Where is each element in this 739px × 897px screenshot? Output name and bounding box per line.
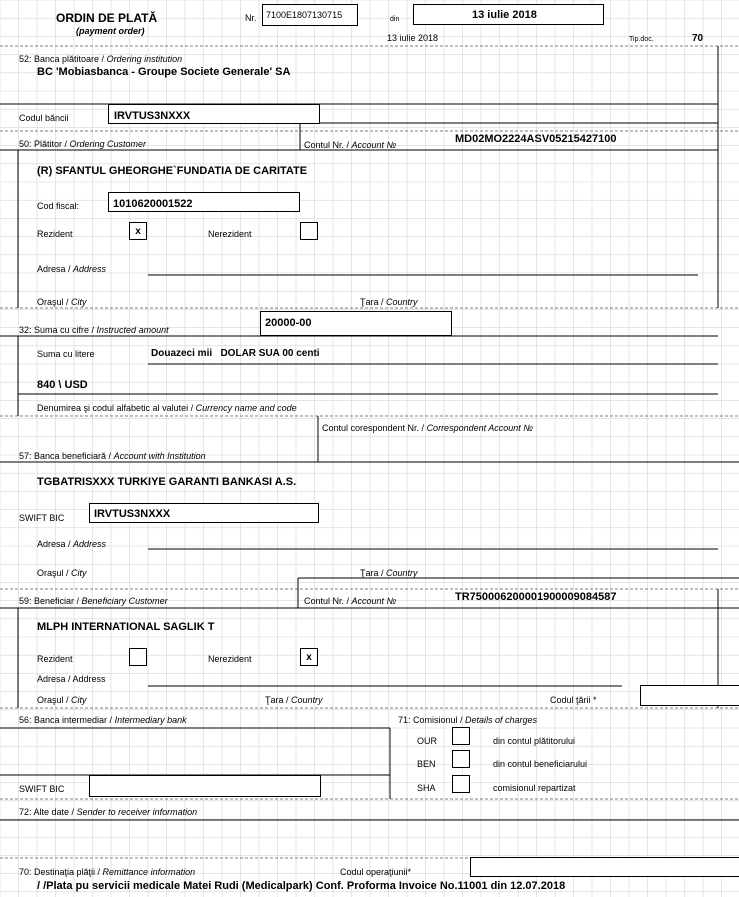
order-number-value: 7100E1807130715 [266, 10, 343, 20]
beneficiary-account-value: TR750006200001900009084587 [455, 591, 617, 603]
tipdoc-label: Tip.doc. [629, 36, 654, 43]
din-label: din [390, 16, 400, 23]
correspondent-account-label: Contul corespondent Nr. / Correspondent Account № [322, 423, 534, 433]
amount-field[interactable] [260, 311, 452, 336]
beneficiary-bank-name: TGBATRISXXX TURKIYE GARANTI BANKASI A.S. [37, 476, 297, 488]
beneficiary-bank-country-label: Ţara / Country [360, 568, 418, 578]
ordering-resident-label: Rezident [37, 229, 73, 239]
beneficiary-address-label: Adresa / Address [37, 674, 106, 684]
charges-label: 71: Comisionul / Details of charges [398, 715, 538, 725]
ordering-customer-name: (R) SFANTUL GHEORGHE`FUNDATIA DE CARITATE [37, 165, 308, 177]
ordering-nonresident-label: Nerezident [208, 229, 252, 239]
ordering-city-label: Oraşul / City [37, 297, 87, 307]
beneficiary-nonresident-label: Nerezident [208, 654, 252, 664]
fiscal-code-label: Cod fiscal: [37, 201, 80, 211]
ordering-bank-label: 52: Banca plătitoare / Ordering institution [19, 54, 183, 64]
charges-desc-ben: din contul beneficiarului [493, 759, 588, 769]
ordering-address-label: Adresa / Address [37, 264, 107, 274]
bank-code-label: Codul băncii [19, 113, 69, 123]
charges-code-our: OUR [417, 736, 437, 746]
beneficiary-swift-value: IRVTUS3NXXX [94, 508, 171, 520]
beneficiary-country-label: Ţara / Country [265, 695, 323, 705]
remittance-value: / /Plata pu servicii medicale Matei Rudi (Medicalpark) Conf. Proforma Invoice No.11001 din 12.07.2018 [37, 880, 566, 892]
order-date-small: 13 iulie 2018 [387, 33, 439, 43]
intermediary-swift-label: SWIFT BIC [19, 784, 65, 794]
charges-ben-checkbox[interactable] [452, 750, 470, 768]
country-code-field[interactable] [640, 685, 739, 706]
form-title: ORDIN DE PLATĂ [56, 11, 158, 25]
fiscal-code-value: 1010620001522 [113, 198, 193, 210]
ordering-resident-checkbox[interactable]: x [129, 222, 147, 240]
fiscal-code-field[interactable] [108, 192, 300, 212]
amount-label: 32: Suma cu cifre / Instructed amount [19, 325, 169, 335]
beneficiary-nonresident-checkbox[interactable]: x [300, 648, 318, 666]
charges-sha-checkbox[interactable] [452, 775, 470, 793]
ordering-bank-name: BC 'Mobiasbanca - Groupe Societe Generale' SA [37, 66, 291, 78]
beneficiary-resident-label: Rezident [37, 654, 73, 664]
charges-desc-our: din contul plătitorului [493, 736, 576, 746]
intermediary-swift-field[interactable] [89, 775, 321, 797]
operation-code-field[interactable] [470, 857, 739, 877]
other-info-label: 72: Alte date / Sender to receiver information [19, 807, 198, 817]
form-subtitle: (payment order) [76, 26, 145, 36]
beneficiary-label: 59: Beneficiar / Beneficiary Customer [19, 596, 168, 606]
bank-code-value: IRVTUS3NXXX [114, 110, 191, 122]
order-date-value: 13 iulie 2018 [472, 9, 537, 21]
intermediary-label: 56: Banca intermediar / Intermediary bank [19, 715, 187, 725]
tipdoc-value: 70 [692, 33, 704, 44]
beneficiary-bank-city-label: Oraşul / City [37, 568, 87, 578]
beneficiary-bank-label: 57: Banca beneficiară / Account with Institution [19, 451, 206, 461]
order-date-field[interactable] [413, 4, 604, 25]
beneficiary-name: MLPH INTERNATIONAL SAGLIK T [37, 621, 215, 633]
beneficiary-swift-field[interactable] [89, 503, 319, 523]
ordering-account-label: Contul Nr. / Account № [304, 140, 397, 150]
ordering-country-label: Ţara / Country [360, 297, 418, 307]
amount-words-label: Suma cu litere [37, 349, 95, 359]
ordering-nonresident-checkbox[interactable] [300, 222, 318, 240]
beneficiary-resident-checkbox[interactable] [129, 648, 147, 666]
amount-value: 20000-00 [265, 317, 312, 329]
charges-our-checkbox[interactable] [452, 727, 470, 745]
country-code-label: Codul ţării * [550, 695, 597, 705]
currency-value: 840 \ USD [37, 379, 88, 391]
remittance-label: 70: Destinaţia plăţii / Remittance information [19, 867, 196, 877]
ordering-customer-label: 50: Plătitor / Ordering Customer [19, 139, 147, 149]
amount-words-value: Douazeci mii DOLAR SUA 00 centi [151, 348, 320, 359]
charges-code-ben: BEN [417, 759, 436, 769]
charges-desc-sha: comisionul repartizat [493, 783, 576, 793]
ordering-account-value: MD02MO2224ASV05215427100 [455, 133, 617, 145]
nr-label: Nr. [245, 13, 257, 23]
beneficiary-city-label: Oraşul / City [37, 695, 87, 705]
order-number-field[interactable] [262, 4, 358, 26]
currency-label: Denumirea şi codul alfabetic al valutei / Currency name and code [37, 403, 297, 413]
beneficiary-bank-address-label: Adresa / Address [37, 539, 107, 549]
charges-code-sha: SHA [417, 783, 436, 793]
beneficiary-swift-label: SWIFT BIC [19, 513, 65, 523]
beneficiary-account-label: Contul Nr. / Account № [304, 596, 397, 606]
operation-code-label: Codul operaţiunii* [340, 867, 412, 877]
bank-code-field[interactable] [108, 104, 320, 124]
